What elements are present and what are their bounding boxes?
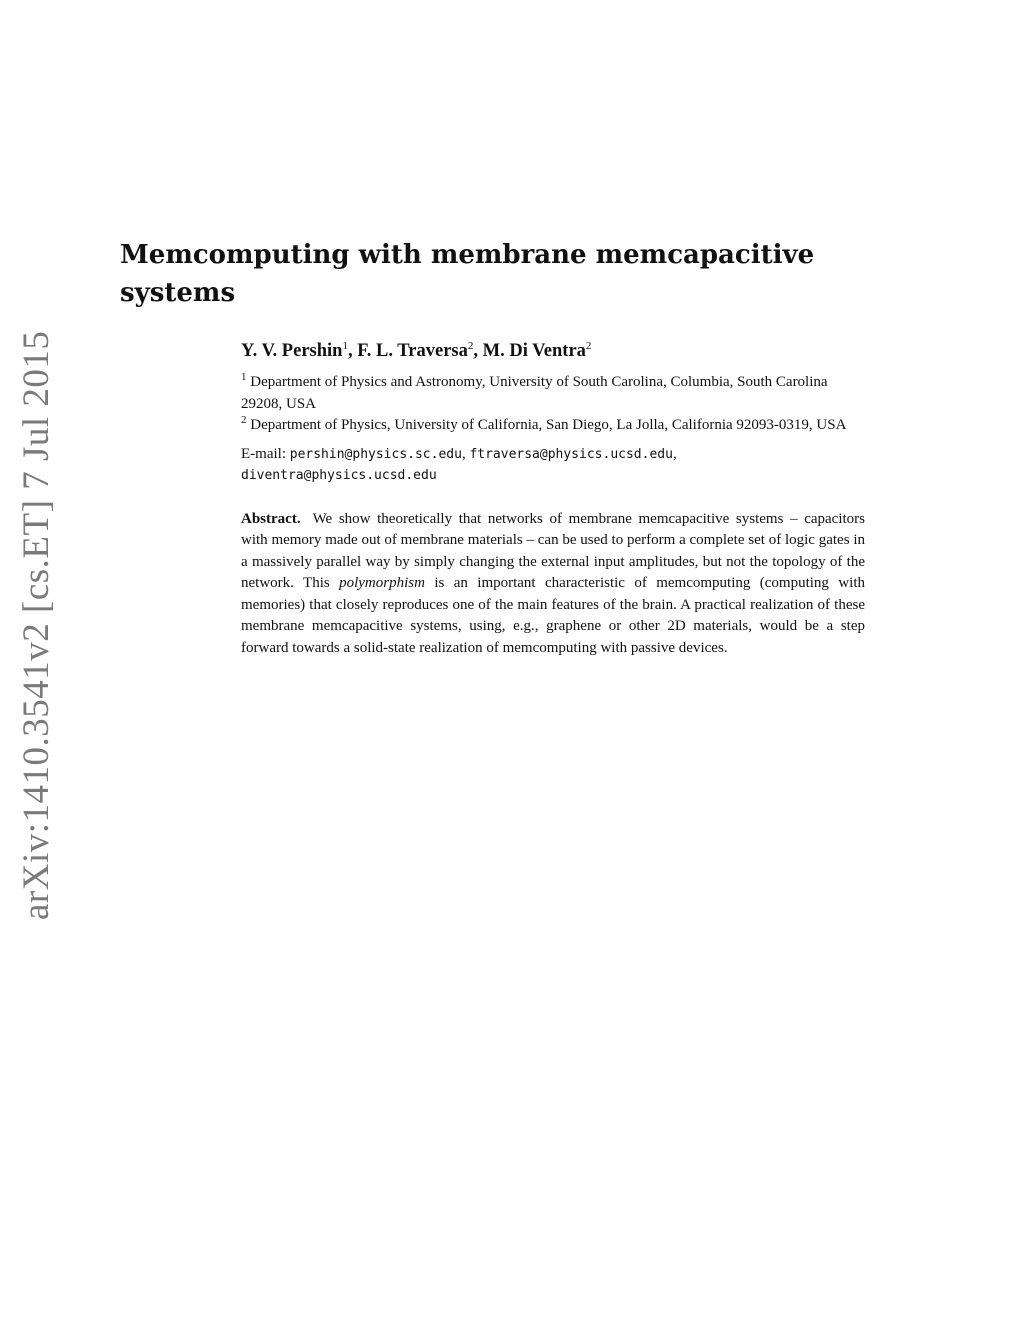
abstract-heading: Abstract. bbox=[241, 510, 301, 527]
abstract-text: is an important characteristic of memcomputing (computing with memories) that closely reproduces one of the main features of the brain. A practical realization of these membrane memcapacitive systems, using, e.g., graphene or other 2D materials, would be a step forward towards a solid-state realization of memcomputing with passive devices. bbox=[241, 575, 865, 657]
email-label: E-mail: bbox=[241, 445, 286, 462]
author-name: Y. V. Pershin bbox=[241, 341, 343, 361]
author-affiliation-mark: 2 bbox=[585, 339, 592, 352]
email-address[interactable]: pershin@physics.sc.edu bbox=[289, 446, 462, 462]
author-name: M. Di Ventra bbox=[482, 341, 586, 361]
abstract-emphasis: polymorphism bbox=[339, 575, 425, 592]
affiliation bbox=[241, 415, 865, 437]
affiliation-mark: 1 bbox=[241, 371, 247, 383]
affiliation-text: Department of Physics, University of California, San Diego, La Jolla, California 92093-0319, USA bbox=[250, 417, 847, 433]
author-affiliation-mark: 1 bbox=[342, 339, 348, 352]
email-address[interactable]: ftraversa@physics.ucsd.edu bbox=[469, 446, 673, 462]
front-matter bbox=[241, 338, 865, 660]
abstract-text: We show theoretically that networks of membrane memcapacitive systems – capacitors with memory made out of membrane materials – can be used to perform a complete set of logic gates in a massively parallel way by simply changing the external input amplitudes, but not the topology of the network. This bbox=[241, 510, 865, 592]
affiliation bbox=[241, 372, 865, 415]
author-list: Y. V. Pershin$^1$, F. L. Traversa$^2$, M. Di Ventra$^2$ bbox=[241, 339, 592, 361]
author-name: F. L. Traversa bbox=[357, 341, 468, 361]
email-address[interactable]: diventra@physics.ucsd.edu bbox=[241, 468, 437, 483]
paper-title: Memcomputing with membrane memcapacitive systems bbox=[120, 240, 815, 308]
affiliation-mark: 2 bbox=[241, 414, 247, 426]
abstract bbox=[241, 509, 865, 660]
arxiv-identifier-stamp: arXiv:1410.3541v2 [cs.ET] 7 Jul 2015 bbox=[16, 330, 57, 920]
email-list: E-mail: pershin@physics.sc.edu, ftraversa@physics.ucsd.edu, diventra@physics.ucsd.edu bbox=[241, 445, 677, 483]
author-affiliation-mark: 2 bbox=[467, 339, 474, 352]
affiliation-text: Department of Physics and Astronomy, University of South Carolina, Columbia, South Carolina 29208, USA bbox=[241, 374, 828, 412]
